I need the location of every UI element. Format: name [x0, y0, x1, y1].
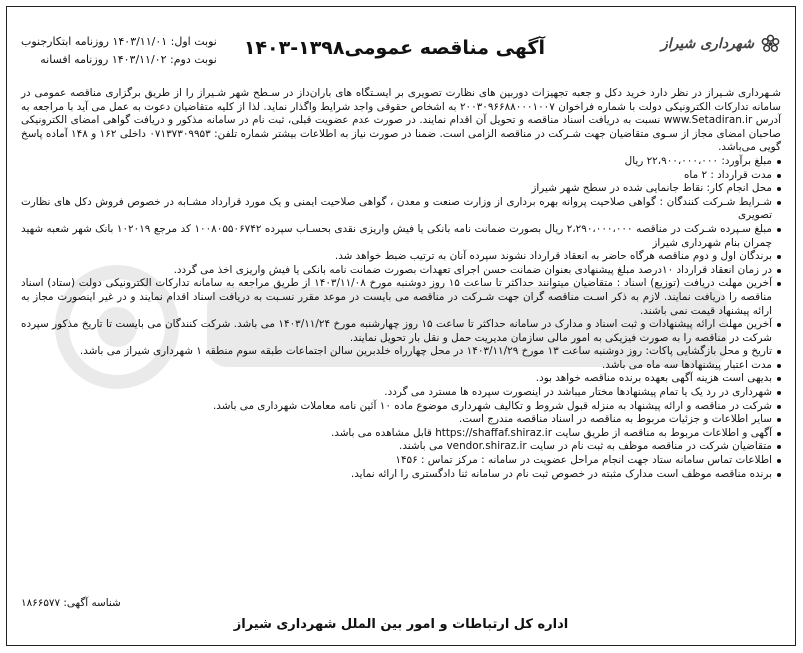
list-item: آخرین مهلت دریافت (توزیع) اسناد : متقاضیان میتوانند حداکثر تا ساعت ۱۵ روز دوشنبه مورخ ۱۴۰۳/۱۱/۰۸ از طریق مراجعه به سامانه تدارکات الکترونیکی دولت (ستاد) اسناد مناقصه را دریافت نمایند. لازم به ذکر اسـت مناقصه گران جهت شـرکت در مناقصه می بایست در موعد مقرر نسـبت به دریافت اسناد اقدام نمایند و در غیر اینصورت مجاز به ارائه پیشنهاد قیمت نمی باشند. [21, 277, 781, 318]
list-item: شرکت در مناقصه و ارائه پیشنهاد به منزله قبول شروط و تکالیف شهرداری موضوع ماده ۱۰ آئین نامه معاملات شهرداری می باشد. [21, 400, 781, 414]
list-item: مبلغ سـپرده شـرکت در مناقصه ۲،۲۹۰،۰۰۰،۰۰۰ ریال بصورت ضمانت نامه بانکی یا فیش واریزی نقدی بحسـاب سپرده ۱۰۰۸۰۵۵۰۶۷۴۲ کد مرجع ۱۰۲۰۱۹ بانک شهر شعبه شهید چمران بنام شهرداری شیراز [21, 223, 781, 250]
municipality-logo [661, 19, 781, 69]
list-item: سایر اطلاعات و جزئیات مربوط به مناقصه در اسناد مناقصه مندرج است. [21, 413, 781, 427]
list-item: مبلغ برآورد: ۲۲،۹۰۰،۰۰۰،۰۰۰ ریال [21, 155, 781, 169]
list-item: متقاضیان شرکت در مناقصه موظف به ثبت نام در سایت vendor.shiraz.ir می باشند. [21, 440, 781, 454]
conditions-list [21, 155, 781, 481]
list-item: شهرداری در رد یک یا تمام پیشنهادها مختار میباشد در اینصورت سپرده ها مسترد می گردد. [21, 386, 781, 400]
ad-code: شناسه آگهی: ۱۸۶۶۵۷۷ [21, 597, 121, 609]
flower-logo-icon [760, 22, 781, 66]
list-item: آگهی و اطلاعات مربوط به مناقصه از طریق سایت https://shaffaf.shiraz.ir قابل مشاهده می باشد. [21, 427, 781, 441]
notice-title: آگهی مناقصه عمومی۱۳۹۸-۱۴۰۳ [243, 37, 545, 59]
list-item: شـرایط شـرکت کنندگان : گواهی صلاحیت پروانه بهره برداری از وزارت صنعت و معدن ، گواهی صلاحیت ایمنی و یک مورد قرارداد مشـابه در خصوص فروش دکل های نظارت تصویری [21, 196, 781, 223]
publication-second: نوبت دوم: ۱۴۰۳/۱۱/۰۲ روزنامه افسانه [40, 53, 217, 66]
list-item: مدت قرارداد : ۲ ماه [21, 169, 781, 183]
notice-body [21, 87, 781, 481]
list-item: در زمان انعقاد قرارداد ۱۰درصد مبلغ پیشنهادی بعنوان ضمانت حسن اجرای تعهدات بصورت ضمانت نامه بانکی یا فیش واریزی اخذ می گردد. [21, 264, 781, 278]
logo-text: شهرداری شیراز [661, 36, 754, 52]
notice-header [7, 7, 795, 79]
publication-first: نوبت اول: ۱۴۰۳/۱۱/۰۱ روزنامه ابتکارجنوب [21, 35, 217, 48]
list-item: برندگان اول و دوم مناقصه هرگاه حاضر به انعقاد قرارداد نشوند سپرده آنان به ترتیب ضبط خواهد شد. [21, 250, 781, 264]
issuer-footer: اداره کل ارتباطات و امور بین الملل شهرداری شیراز [233, 617, 569, 632]
notice-frame [6, 6, 796, 646]
list-item: مدت اعتبار پیشنهادها سه ماه می باشد. [21, 359, 781, 373]
list-item: بدیهی است هزینه آگهی بعهده برنده مناقصه خواهد بود. [21, 372, 781, 386]
publication-info [21, 33, 217, 69]
list-item: برنده مناقصه موظف است مدارک مثبته در خصوص ثبت نام در سامانه ثنا دادگستری را ارائه نماید. [21, 468, 781, 482]
list-item: آخرین مهلت ارائه پیشنهادات و ثبت اسناد و مدارک در سامانه حداکثر تا ساعت ۱۵ روز چهارشنبه مورخ ۱۴۰۳/۱۱/۲۴ می باشد. شرکت کنندگان می بایست تا تاریخ مذکور سپرده شرکت در مناقصه را به صورت فیزیکی به امور مالی سازمان مدیریت حمل و نقل بار تحویل نمایند. [21, 318, 781, 345]
list-item: محل انجام کار: نقاط جانمایی شده در سطح شهر شیراز [21, 182, 781, 196]
intro-paragraph: شـهرداری شـیراز در نظر دارد خرید دکل و جعبه تجهیزات دوربین های نظارت تصویری بر ایسـتگاه های باران‌داز در سـطح شهر شـیراز را از طریق برگزاری مناقصه عمومی در سامانه تدارکات الکترونیکی دولت با شماره فراخوان ۲۰۰۳۰۹۶۶۸۸۰۰۰۱۰۰۷ به اشخاص حقوقی واجد شرایط واگذار نماید. لذا از کلیه متقاضیان دعوت به عمل می آید با مراجعه به آدرس www.Setadiran.ir نسبت به دریافت اسناد مناقصه و تحویل آن اقدام نمایند. در صورت عدم عضویت قبلی، ثبت نام در سامانه مذکور و دریافت گواهی امضای الکترونیکی صاحبان امضای مجاز از سـوی متقاضیان جهت شـرکت در مناقصه الزامی است. ضمنا در صورت نیاز به اطلاعات بیشتر شماره تلفن: ۰۷۱۳۷۳۰۹۹۵۳ داخلی ۱۶۲ و ۱۴۸ آماده پاسخ گویی می‌باشد. [21, 87, 781, 154]
list-item: اطلاعات تماس سامانه ستاد جهت انجام مراحل عضویت در سامانه : مرکز تماس : ۱۴۵۶ [21, 454, 781, 468]
list-item: تاریخ و محل بازگشایی پاکات: روز دوشنبه ساعت ۱۳ مورخ ۱۴۰۳/۱۱/۲۹ در محل چهارراه خلدبرین سالن اجتماعات طبقه سوم منطقه ۱ شهرداری شیراز می باشد. [21, 345, 781, 359]
